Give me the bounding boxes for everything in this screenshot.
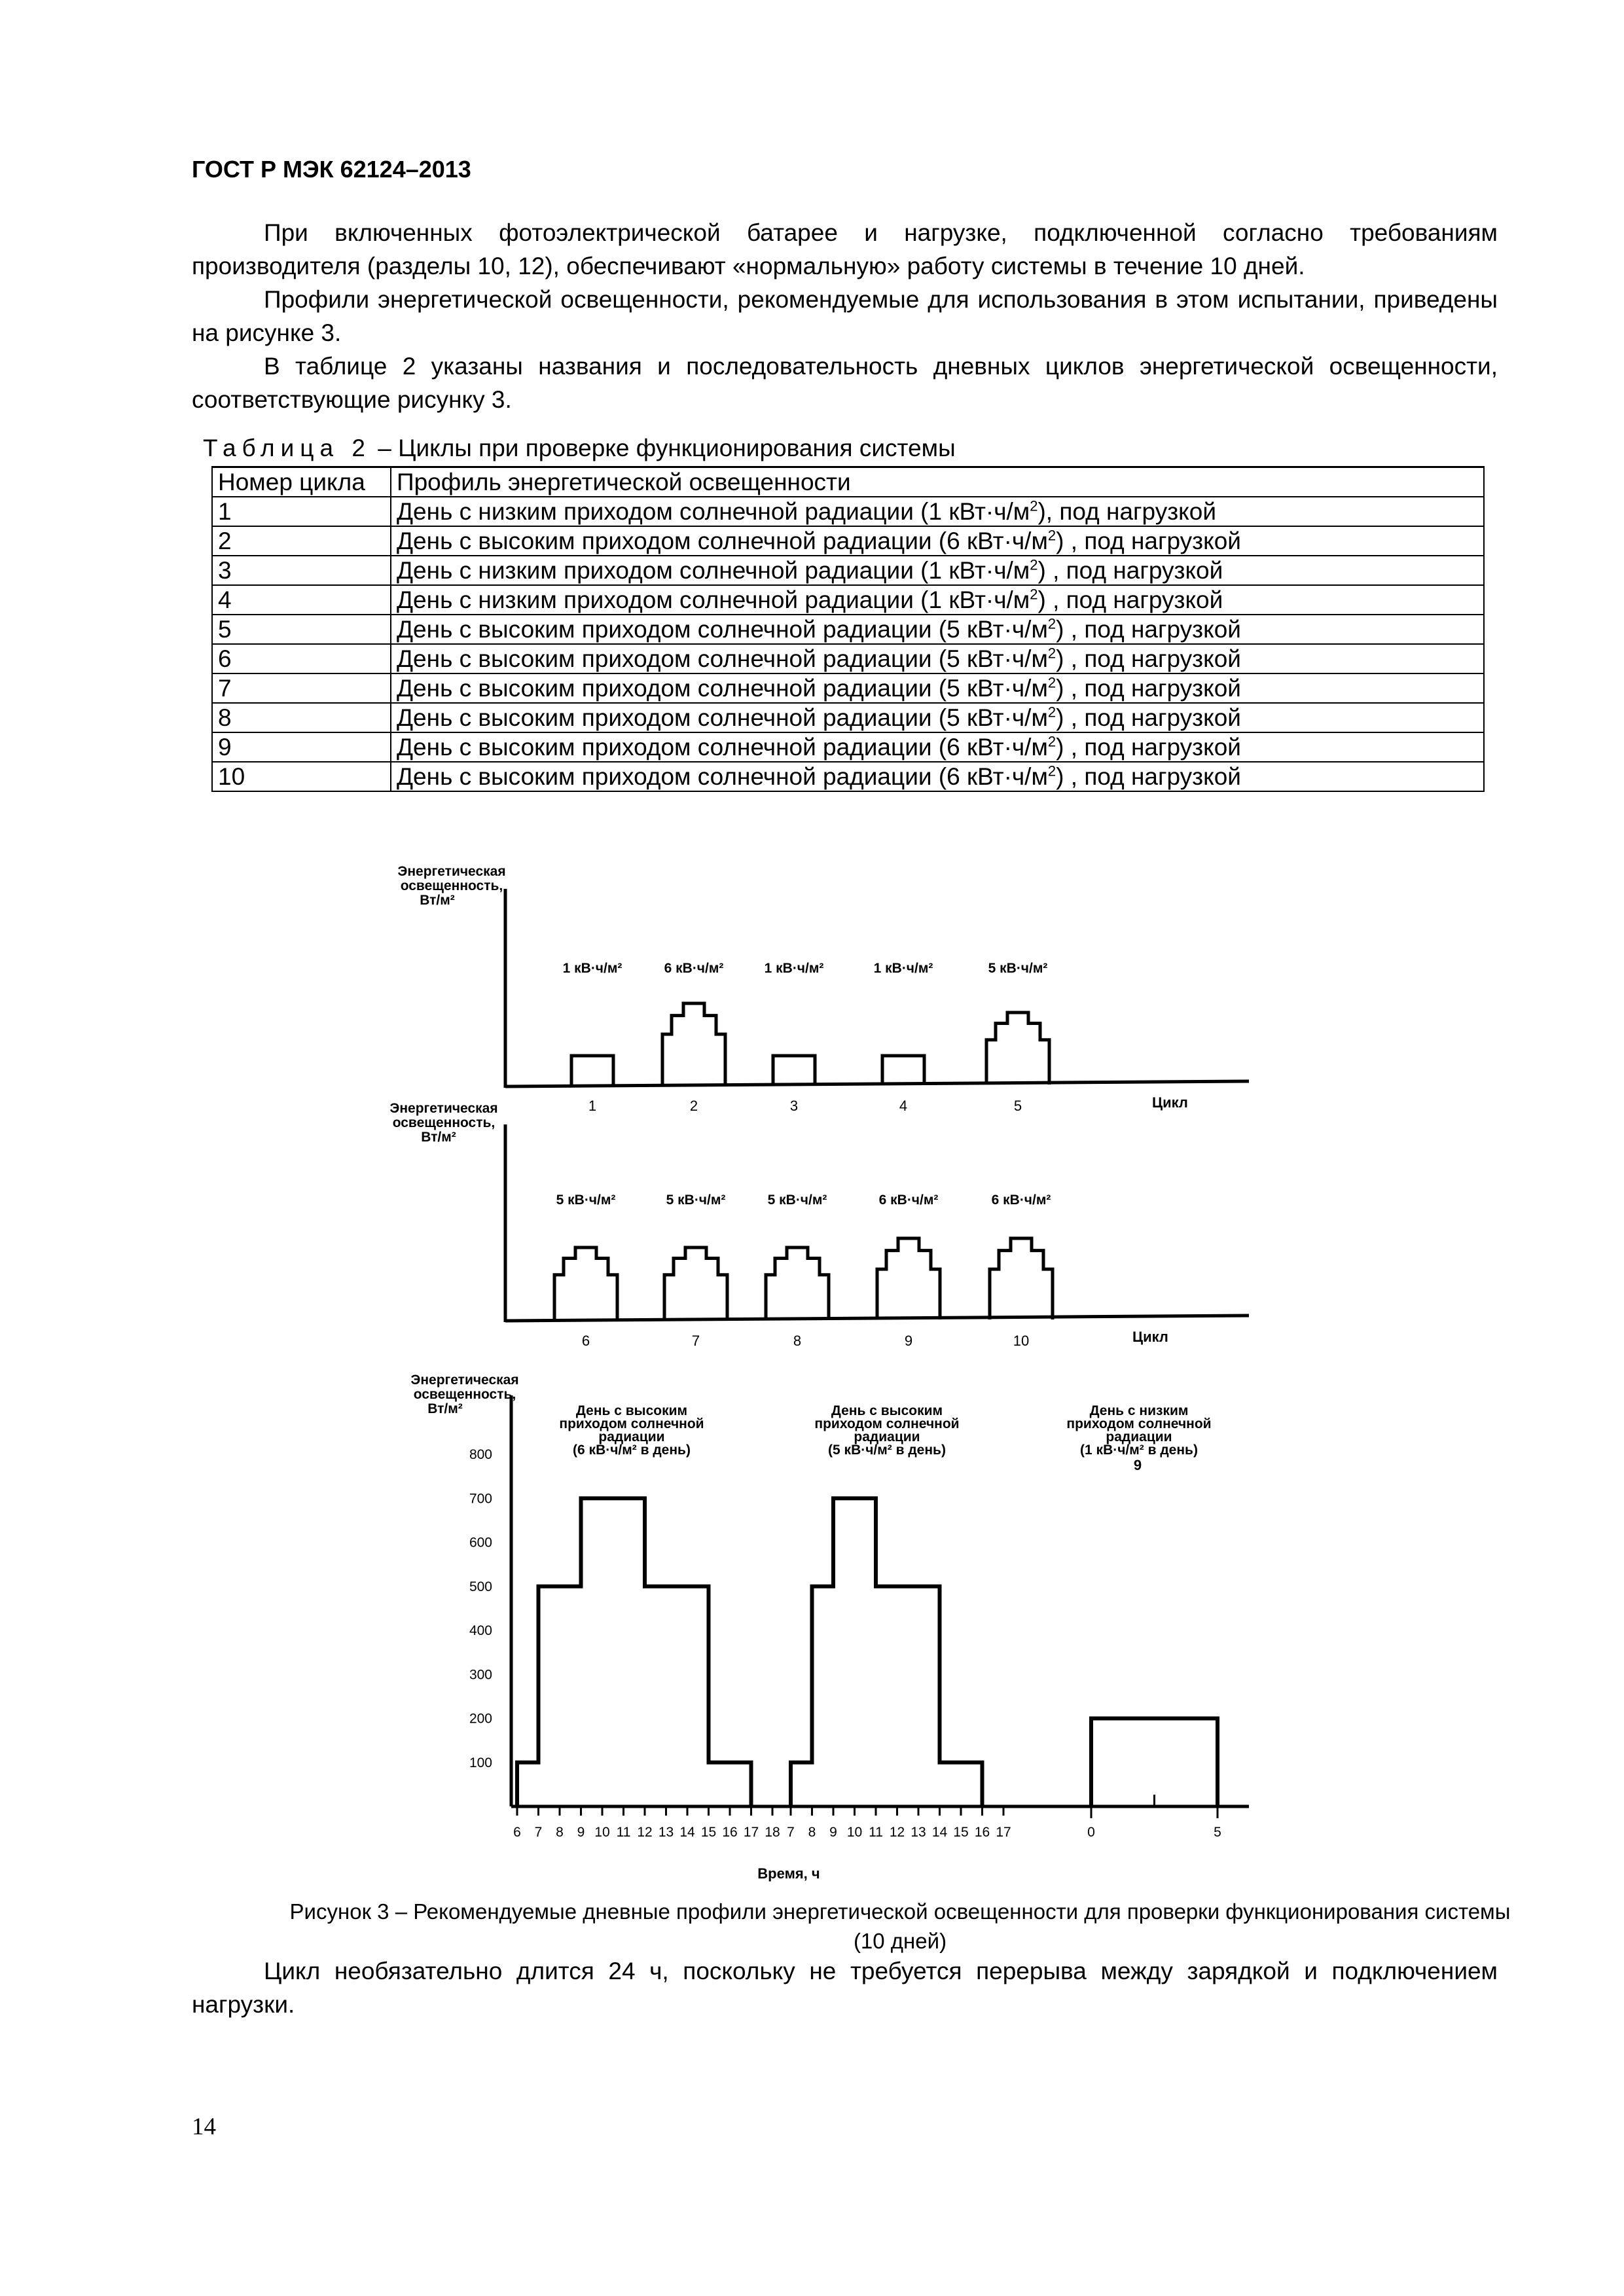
panel2-ylabel-line1: Энергетическая <box>389 1101 498 1116</box>
y-tick-label: 200 <box>469 1711 492 1727</box>
day3-number: 9 <box>1133 1457 1142 1473</box>
irradiance-profiles-figure <box>0 851 1624 1892</box>
energy-label: 1 кВ·ч/м² <box>873 961 933 976</box>
cycle-profile: День с высоким приходом солнечной радиации (5 $кВт\cdot ч/м^2$) , под нагрузкой <box>391 644 1484 673</box>
cycles-table <box>211 466 1485 792</box>
y-tick-label: 700 <box>469 1491 492 1507</box>
x-tick-label: 9 <box>829 1825 837 1840</box>
table-row <box>212 673 1484 703</box>
x-tick-label: 5 <box>1214 1825 1221 1840</box>
bar <box>664 1247 727 1319</box>
table-row <box>212 644 1484 673</box>
table-row <box>212 497 1484 526</box>
cycle-number: 10 <box>212 762 391 791</box>
x-tick-label: 0 <box>1087 1825 1095 1840</box>
day-title-line: День с высоким <box>831 1403 943 1418</box>
cycle-number: 5 <box>212 615 391 644</box>
cycle-tick-label: 3 <box>789 1098 799 1114</box>
bar <box>554 1247 617 1319</box>
energy-label: 6 кВ·ч/м² <box>991 1193 1051 1208</box>
bar <box>773 1056 815 1085</box>
paragraph-4: Цикл необязательно длится 24 ч, поскольку не требуется перерыва между зарядкой и подключением нагрузки. <box>192 1958 1498 2018</box>
table-header-row <box>212 467 1484 497</box>
y-tick-label: 500 <box>469 1579 492 1594</box>
panel3-ylabel-line2: освещенность, <box>413 1387 516 1402</box>
cycle-number: 7 <box>212 673 391 703</box>
energy-label: 5 кВ·ч/м² <box>556 1193 616 1208</box>
panel3-ylabel-line1: Энергетическая <box>410 1372 519 1388</box>
cycle-profile: День с высоким приходом солнечной радиации (6 $кВт\cdot ч/м^2$) , под нагрузкой <box>391 762 1484 791</box>
panel3-ylabel-line3: Вт/м² <box>427 1401 463 1416</box>
y-tick-label: 400 <box>469 1623 492 1638</box>
x-tick-label: 8 <box>556 1825 564 1840</box>
x-tick-label: 11 <box>616 1825 631 1840</box>
bar <box>877 1238 940 1319</box>
panel3-xlabel: Время, ч <box>757 1865 820 1882</box>
table-caption <box>203 435 956 462</box>
x-tick-label: 7 <box>787 1825 795 1840</box>
paragraph-1: При включенных фотоэлектрической батарее и нагрузке, подключенной согласно требованиям производителя (разделы 10, 12), обеспечивают «нормальную» работу системы в течение 10 дней. <box>192 219 1498 279</box>
table-row <box>212 703 1484 732</box>
day-title-line: (5 кВ·ч/м² в день) <box>828 1443 946 1458</box>
cycle-number: 3 <box>212 556 391 585</box>
x-tick-label: 17 <box>996 1825 1011 1840</box>
series-day1-profile <box>517 1498 751 1806</box>
cycle-profile: День с низким приходом солнечной радиации (1 $кВт\cdot ч/м^2$) , под нагрузкой <box>391 585 1484 615</box>
standard-id: ГОСТ Р МЭК 62124–2013 <box>192 156 471 183</box>
x-tick-label: 10 <box>594 1825 610 1840</box>
panel-cycles-6-10 <box>389 1101 1249 1349</box>
paragraph-2: Профили энергетической освещенности, рекомендуемые для использования в этом испытании, приведены на рисунке 3. <box>192 286 1498 346</box>
panel-daily-profiles <box>410 1372 1249 1882</box>
cycle-profile: День с высоким приходом солнечной радиации (5 $кВт\cdot ч/м^2$) , под нагрузкой <box>391 673 1484 703</box>
cycle-tick-label: 1 <box>588 1098 597 1114</box>
cycle-number: 9 <box>212 732 391 762</box>
y-tick-label: 600 <box>469 1535 492 1551</box>
x-tick-label: 16 <box>722 1825 738 1840</box>
bar <box>766 1247 829 1319</box>
energy-label: 1 кВ·ч/м² <box>562 961 623 976</box>
x-tick-label: 10 <box>846 1825 863 1840</box>
x-tick-label: 6 <box>513 1825 521 1840</box>
energy-label: 5 кВ·ч/м² <box>666 1193 726 1208</box>
cycle-number: 2 <box>212 526 391 556</box>
cycle-tick-label: 5 <box>1013 1098 1022 1114</box>
day-title-line: приходом солнечной <box>814 1416 960 1431</box>
bar <box>990 1238 1053 1319</box>
energy-label: 1 кВ·ч/м² <box>764 961 824 976</box>
cycle-number: 1 <box>212 497 391 526</box>
cycle-tick-label: 8 <box>793 1333 802 1349</box>
day-title-line: (1 кВ·ч/м² в день) <box>1080 1443 1198 1458</box>
x-tick-label: 12 <box>889 1825 905 1840</box>
cycle-tick-label: 6 <box>581 1333 590 1349</box>
cycle-tick-label: 4 <box>899 1098 908 1114</box>
table-row <box>212 556 1484 585</box>
x-tick-label: 16 <box>974 1825 990 1840</box>
header-profile: Профиль энергетической освещенности <box>391 467 1484 497</box>
energy-label: 5 кВ·ч/м² <box>988 961 1048 976</box>
x-tick-label: 14 <box>679 1825 695 1840</box>
table-row <box>212 585 1484 615</box>
x-tick-label: 17 <box>743 1825 759 1840</box>
day-title-line: приходом солнечной <box>1066 1416 1212 1431</box>
cycle-number: 4 <box>212 585 391 615</box>
cycle-number: 8 <box>212 703 391 732</box>
panel1-xlabel: Цикл <box>1152 1094 1188 1111</box>
page-number: 14 <box>192 2113 216 2140</box>
panel1-x-axis <box>505 1081 1249 1086</box>
x-tick-label: 8 <box>808 1825 816 1840</box>
series-day3-profile <box>1091 1719 1218 1807</box>
x-tick-label: 18 <box>765 1825 780 1840</box>
energy-label: 6 кВ·ч/м² <box>878 1193 939 1208</box>
header-cycle-number: Номер цикла <box>212 467 391 497</box>
panel-cycles-1-5 <box>397 864 1249 1114</box>
day-title-line: День с низким <box>1089 1403 1189 1418</box>
day-title-line: (6 кВ·ч/м² в день) <box>573 1443 691 1458</box>
energy-label: 6 кВ·ч/м² <box>664 961 724 976</box>
day-title-line: радиации <box>598 1429 665 1444</box>
x-tick-label: 13 <box>911 1825 926 1840</box>
energy-label: 5 кВ·ч/м² <box>767 1193 827 1208</box>
x-tick-label: 12 <box>637 1825 653 1840</box>
day-title-line: приходом солнечной <box>559 1416 704 1431</box>
cycle-tick-label: 2 <box>689 1098 698 1114</box>
series-day2-profile <box>791 1498 983 1806</box>
panel1-ylabel-line3: Вт/м² <box>420 893 455 908</box>
panel2-ylabel-line3: Вт/м² <box>421 1130 456 1145</box>
cycle-profile: День с высоким приходом солнечной радиации (5 $кВт\cdot ч/м^2$) , под нагрузкой <box>391 615 1484 644</box>
x-tick-label: 11 <box>869 1825 883 1840</box>
cycle-profile: День с высоким приходом солнечной радиации (6 $кВт\cdot ч/м^2$) , под нагрузкой <box>391 732 1484 762</box>
bar <box>986 1013 1049 1085</box>
table-caption-label: Таблица 2 <box>203 435 371 461</box>
x-tick-label: 15 <box>953 1825 969 1840</box>
y-tick-label: 300 <box>469 1667 492 1683</box>
cycle-tick-label: 7 <box>691 1333 700 1349</box>
table-caption-text: – Циклы при проверке функционирования системы <box>378 435 956 461</box>
bar <box>662 1003 725 1085</box>
day-title-line: радиации <box>854 1429 920 1444</box>
panel1-ylabel-line1: Энергетическая <box>397 864 506 879</box>
panel2-ylabel-line2: освещенность, <box>392 1115 496 1130</box>
x-tick-label: 15 <box>700 1825 717 1840</box>
x-tick-label: 7 <box>534 1825 543 1840</box>
cycle-profile: День с высоким приходом солнечной радиации (5 $кВт\cdot ч/м^2$) , под нагрузкой <box>391 703 1484 732</box>
cycle-profile: День с низким приходом солнечной радиации (1 $кВт\cdot ч/м^2$), под нагрузкой <box>391 497 1484 526</box>
table-row <box>212 615 1484 644</box>
x-tick-label: 14 <box>931 1825 948 1840</box>
table-row <box>212 732 1484 762</box>
table-row <box>212 762 1484 791</box>
bar <box>571 1056 613 1085</box>
day-title-line: День с высоким <box>575 1403 688 1418</box>
paragraph-3: В таблице 2 указаны названия и последовательность дневных циклов энергетической освещенности, соответствующие рисунку 3. <box>192 353 1498 413</box>
panel2-xlabel: Цикл <box>1132 1329 1168 1345</box>
day-title-line: радиации <box>1106 1429 1172 1444</box>
table-row <box>212 526 1484 556</box>
y-tick-label: 100 <box>469 1755 492 1770</box>
cycle-profile: День с высоким приходом солнечной радиации (6 $кВт\cdot ч/м^2$) , под нагрузкой <box>391 526 1484 556</box>
panel1-ylabel-line2: освещенность, <box>400 878 503 893</box>
x-tick-label: 13 <box>658 1825 674 1840</box>
cycle-number: 6 <box>212 644 391 673</box>
cycle-profile: День с низким приходом солнечной радиации (1 $кВт\cdot ч/м^2$) , под нагрузкой <box>391 556 1484 585</box>
cycle-tick-label: 10 <box>1013 1333 1030 1349</box>
cycle-tick-label: 9 <box>904 1333 913 1349</box>
y-tick-label: 800 <box>469 1447 492 1462</box>
bar <box>882 1056 924 1085</box>
x-tick-label: 9 <box>577 1825 585 1840</box>
figure-caption: Рисунок 3 – Рекомендуемые дневные профили энергетической освещенности для проверки функционирования системы (10 дней) <box>289 1899 1511 1953</box>
